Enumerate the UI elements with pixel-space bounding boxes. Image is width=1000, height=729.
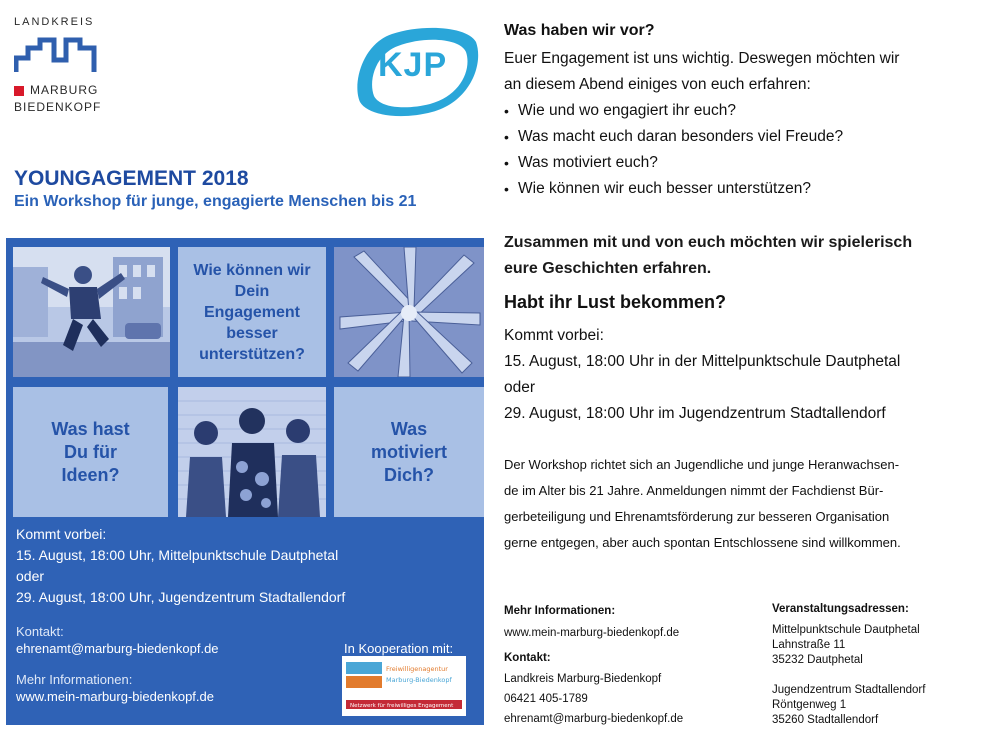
together-text — [504, 230, 912, 282]
venue-1-line: 35232 Dautphetal — [772, 654, 863, 666]
panel-contact-label: Kontakt: — [16, 624, 64, 639]
intro-line: an diesem Abend einiges von euch erfahren: — [504, 76, 811, 93]
logo-red-square — [14, 86, 24, 96]
come-by-line: Kommt vorbei: — [504, 327, 604, 344]
tile-ideas-question — [13, 387, 168, 517]
flyer-left — [0, 0, 490, 729]
right-come-by — [504, 323, 900, 427]
workshop-line: Der Workshop richtet sich an Jugendliche und junge Heranwachsen- — [504, 457, 900, 472]
heading-what-we-plan: Was haben wir vor? — [504, 22, 655, 39]
list-item: • Was motiviert euch? — [504, 150, 843, 176]
venues-label: Veranstaltungsadressen: — [772, 603, 909, 615]
intro-text — [504, 46, 899, 98]
coop-logo-line2: Marburg-Biedenkopf — [386, 676, 452, 684]
page-title: YOUNGAGEMENT 2018 — [14, 167, 249, 190]
tile-ideas-line: Du für — [63, 441, 117, 462]
list-item: • Wie können wir euch besser unterstützen? — [504, 176, 843, 202]
contact-details — [504, 669, 683, 729]
dancer-photo-icon — [13, 247, 170, 377]
tile-ideas-line: Ideen? — [61, 464, 120, 485]
contact-label: Kontakt: — [504, 652, 551, 664]
venue-1-line: Mittelpunktschule Dautphetal — [772, 624, 920, 636]
panel-come-by — [16, 524, 345, 608]
venue-2-line: Röntgenweg 1 — [772, 699, 847, 711]
castle-skyline-icon — [14, 34, 104, 74]
list-item: • Wie und wo engagiert ihr euch? — [504, 98, 843, 124]
venue-1 — [772, 623, 920, 668]
tile-support-line: Wie können wir — [193, 261, 311, 279]
workshop-description — [504, 452, 901, 556]
tile-motivation-line: motiviert — [370, 441, 448, 462]
tile-support-line: unterstützen? — [199, 345, 305, 363]
panel-come-by-line: Kommt vorbei: — [16, 526, 107, 542]
coop-logo-line1: Freiwilligenagentur — [386, 665, 448, 673]
logo-name-line1: MARBURG — [30, 83, 99, 97]
workshop-line: de im Alter bis 21 Jahre. Anmeldungen nimmt der Fachdienst Bür- — [504, 483, 884, 498]
logo-top-text: LANDKREIS — [14, 16, 95, 28]
panel-more-info-link[interactable]: www.mein-marburg-biedenkopf.de — [16, 689, 214, 704]
flyer-right — [504, 0, 994, 729]
together-line: eure Geschichten erfahren. — [504, 260, 712, 277]
venue-2 — [772, 683, 925, 728]
tile-motivation-line: Dich? — [383, 464, 434, 485]
contact-line: 06421 405-1789 — [504, 693, 588, 705]
more-info-link[interactable]: www.mein-marburg-biedenkopf.de — [504, 627, 680, 639]
tile-support-line: besser — [226, 324, 278, 342]
more-info-label: Mehr Informationen: — [504, 605, 616, 617]
come-by-line: oder — [504, 379, 536, 396]
heading-interested: Habt ihr Lust bekommen? — [504, 292, 727, 312]
contact-line: Landkreis Marburg-Biedenkopf — [504, 673, 662, 685]
intro-line: Euer Engagement ist uns wichtig. Deswegen möchten wir — [504, 50, 900, 67]
kjp-logo-text: KJP — [378, 46, 448, 84]
panel-come-by-line: 29. August, 18:00 Uhr, Jugendzentrum Stadtallendorf — [16, 589, 346, 605]
panel-contact-email[interactable]: ehrenamt@marburg-biedenkopf.de — [16, 641, 219, 656]
tile-motivation-question — [334, 387, 484, 517]
come-by-line: 29. August, 18:00 Uhr im Jugendzentrum Stadtallendorf — [504, 405, 886, 422]
panel-come-by-line: 15. August, 18:00 Uhr, Mittelpunktschule Dautphetal — [16, 547, 339, 563]
question-list — [504, 98, 843, 202]
hands-star-photo-icon — [334, 247, 484, 377]
workshop-line: gerbeteiligung und Ehrenamtsförderung zur besseren Organisation — [504, 509, 890, 524]
together-line: Zusammen mit und von euch möchten wir spielerisch — [504, 234, 913, 251]
panel-come-by-line: oder — [16, 568, 45, 584]
venue-2-line: Jugendzentrum Stadtallendorf — [772, 684, 926, 696]
panel-cooperation-label: In Kooperation mit: — [344, 641, 454, 656]
contact-email[interactable]: ehrenamt@marburg-biedenkopf.de — [504, 713, 684, 725]
tile-support-line: Engagement — [203, 303, 300, 321]
workshop-line: gerne entgegen, aber auch spontan Entschlossene sind willkommen. — [504, 535, 901, 550]
page-subtitle: Ein Workshop für junge, engagierte Menschen bis 21 — [14, 193, 417, 210]
come-by-line: 15. August, 18:00 Uhr in der Mittelpunktschule Dautphetal — [504, 353, 901, 370]
tile-support-question — [178, 247, 326, 377]
tile-support-line: Dein — [234, 282, 270, 300]
coop-logo-footer: Netzwerk für freiwilliges Engagement — [350, 703, 454, 709]
panel-more-info-label: Mehr Informationen: — [16, 672, 133, 687]
logo-name-line2: BIEDENKOPF — [14, 100, 102, 114]
tile-ideas-line: Was hast — [51, 418, 130, 439]
teen-group-photo-icon — [178, 387, 326, 517]
tile-motivation-line: Was — [390, 418, 428, 439]
venue-2-line: 35260 Stadtallendorf — [772, 714, 879, 726]
freiwilligenagentur-logo-icon — [342, 656, 466, 716]
list-item: • Was macht euch daran besonders viel Freude? — [504, 124, 843, 150]
venue-1-line: Lahnstraße 11 — [772, 639, 846, 651]
